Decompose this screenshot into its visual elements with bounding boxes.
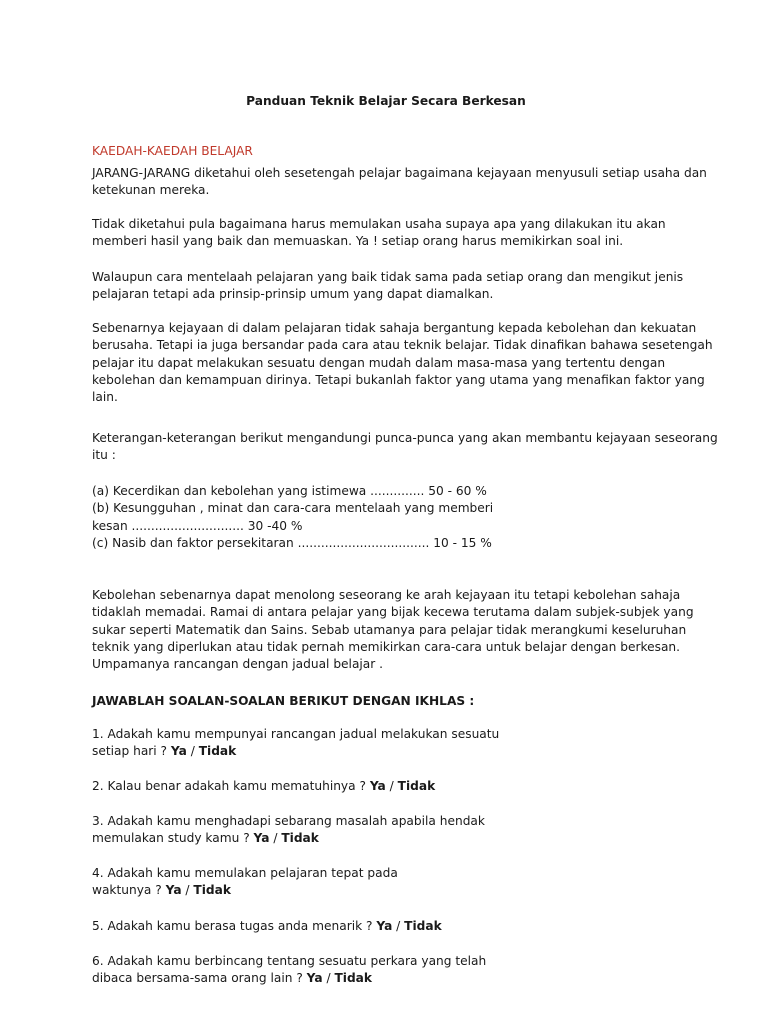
question-line bbox=[92, 743, 712, 760]
question-line bbox=[92, 970, 712, 987]
question-5 bbox=[92, 918, 712, 935]
factor-item: kesan ............................. 30 -40 % bbox=[92, 518, 303, 533]
answer-tidak: Tidak bbox=[397, 779, 436, 793]
paragraph-line: tidaklah memadai. Ramai di antara pelajar yang bijak kecewa terutama dalam subjek-subjek yang bbox=[92, 605, 694, 620]
paragraph-line: Sebenarnya kejayaan di dalam pelajaran tidak sahaja bergantung kepada kebolehan dan kekuatan bbox=[92, 321, 697, 335]
question-1 bbox=[92, 726, 712, 761]
paragraph-line: Keterangan-keterangan berikut mengandungi punca-punca yang akan membantu kejayaan seseorang bbox=[92, 431, 718, 445]
paragraph-line: pelajaran tetapi ada prinsip-prinsip umum yang dapat diamalkan. bbox=[92, 287, 494, 302]
paragraph-3 bbox=[92, 269, 712, 304]
answer-separator: / bbox=[385, 779, 398, 793]
paragraph-line: lain. bbox=[92, 390, 118, 405]
question-line bbox=[92, 830, 712, 847]
question-text: waktunya ? bbox=[92, 883, 166, 898]
answer-separator: / bbox=[322, 971, 335, 986]
paragraph-line: Tidak diketahui pula bagaimana harus memulakan usaha supaya apa yang dilakukan itu akan bbox=[92, 217, 666, 231]
factor-list bbox=[92, 483, 712, 552]
answer-separator: / bbox=[392, 919, 405, 933]
question-6 bbox=[92, 953, 712, 988]
paragraph-line: Kebolehan sebenarnya dapat menolong seseorang ke arah kejayaan itu tetapi kebolehan sahaja bbox=[92, 588, 681, 602]
paragraph-5 bbox=[92, 430, 718, 465]
questions-heading: JAWABLAH SOALAN-SOALAN BERIKUT DENGAN IKHLAS : bbox=[92, 694, 475, 708]
answer-ya: Ya bbox=[376, 919, 393, 933]
paragraph-line: pelajar itu dapat melakukan sesuatu dengan mudah dalam masa-masa yang tertentu dengan bbox=[92, 355, 666, 370]
question-text: 2. Kalau benar adakah kamu mematuhinya ? bbox=[92, 779, 370, 793]
question-line: 3. Adakah kamu menghadapi sebarang masalah apabila hendak bbox=[92, 814, 485, 828]
paragraph-2 bbox=[92, 216, 712, 251]
factor-item: (a) Kecerdikan dan kebolehan yang istimewa .............. 50 - 60 % bbox=[92, 484, 487, 498]
paragraph-line: sukar seperti Matematik dan Sains. Sebab utamanya para pelajar tidak merangkumi keseluruhan bbox=[92, 622, 687, 637]
answer-ya: Ya bbox=[369, 779, 386, 793]
answer-separator: / bbox=[186, 744, 199, 759]
question-text: 5. Adakah kamu berasa tugas anda menarik ? bbox=[92, 919, 377, 933]
question-line: 4. Adakah kamu memulakan pelajaran tepat pada bbox=[92, 866, 398, 880]
paragraph-line: Walaupun cara mentelaah pelajaran yang baik tidak sama pada setiap orang dan mengikut jenis bbox=[92, 270, 684, 284]
section-heading: KAEDAH-KAEDAH BELAJAR bbox=[92, 144, 253, 158]
answer-ya: Ya bbox=[165, 883, 182, 898]
paragraph-line: kebolehan dan kemampuan dirinya. Tetapi bukanlah faktor yang utama yang menafikan faktor yang bbox=[92, 372, 705, 387]
answer-separator: / bbox=[269, 831, 282, 846]
question-line bbox=[92, 918, 712, 935]
question-4 bbox=[92, 865, 712, 900]
question-line bbox=[92, 882, 712, 899]
answer-separator: / bbox=[181, 883, 194, 898]
question-line: 1. Adakah kamu mempunyai rancangan jadual melakukan sesuatu bbox=[92, 727, 500, 741]
paragraph-line: ketekunan mereka. bbox=[92, 183, 210, 198]
document-title: Panduan Teknik Belajar Secara Berkesan bbox=[246, 94, 526, 108]
paragraph-4 bbox=[92, 320, 712, 406]
paragraph-1 bbox=[92, 165, 712, 200]
paragraph-line: JARANG-JARANG diketahui oleh sesetengah pelajar bagaimana kejayaan menyusuli setiap usaha dan bbox=[92, 166, 707, 180]
answer-ya: Ya bbox=[306, 971, 323, 986]
question-text: setiap hari ? bbox=[92, 744, 171, 759]
factor-item: (b) Kesungguhan , minat dan cara-cara mentelaah yang memberi bbox=[92, 501, 494, 516]
paragraph-line: memberi hasil yang baik dan memuaskan. Ya ! setiap orang harus memikirkan soal ini. bbox=[92, 234, 624, 249]
answer-tidak: Tidak bbox=[334, 971, 372, 986]
answer-ya: Ya bbox=[253, 831, 270, 846]
paragraph-6 bbox=[92, 587, 712, 673]
answer-tidak: Tidak bbox=[193, 883, 231, 898]
answer-tidak: Tidak bbox=[281, 831, 319, 846]
paragraph-line: Umpamanya rancangan dengan jadual belajar . bbox=[92, 657, 384, 672]
question-text: memulakan study kamu ? bbox=[92, 831, 254, 846]
question-3 bbox=[92, 813, 712, 848]
paragraph-line: itu : bbox=[92, 448, 116, 463]
paragraph-line: teknik yang diperlukan atau tidak pernah memikirkan cara-cara untuk belajar dengan berkesan. bbox=[92, 639, 681, 654]
factor-item: (c) Nasib dan faktor persekitaran .................................. 10 - 15 % bbox=[92, 535, 492, 550]
answer-tidak: Tidak bbox=[404, 919, 442, 933]
question-2 bbox=[92, 778, 712, 795]
question-text: dibaca bersama-sama orang lain ? bbox=[92, 971, 307, 986]
paragraph-line: berusaha. Tetapi ia juga bersandar pada cara atau teknik belajar. Tidak dinafikan bahawa sesetengah bbox=[92, 338, 713, 353]
answer-tidak: Tidak bbox=[198, 744, 237, 759]
question-line bbox=[92, 778, 712, 795]
answer-ya: Ya bbox=[170, 744, 187, 759]
question-line: 6. Adakah kamu berbincang tentang sesuatu perkara yang telah bbox=[92, 954, 487, 968]
